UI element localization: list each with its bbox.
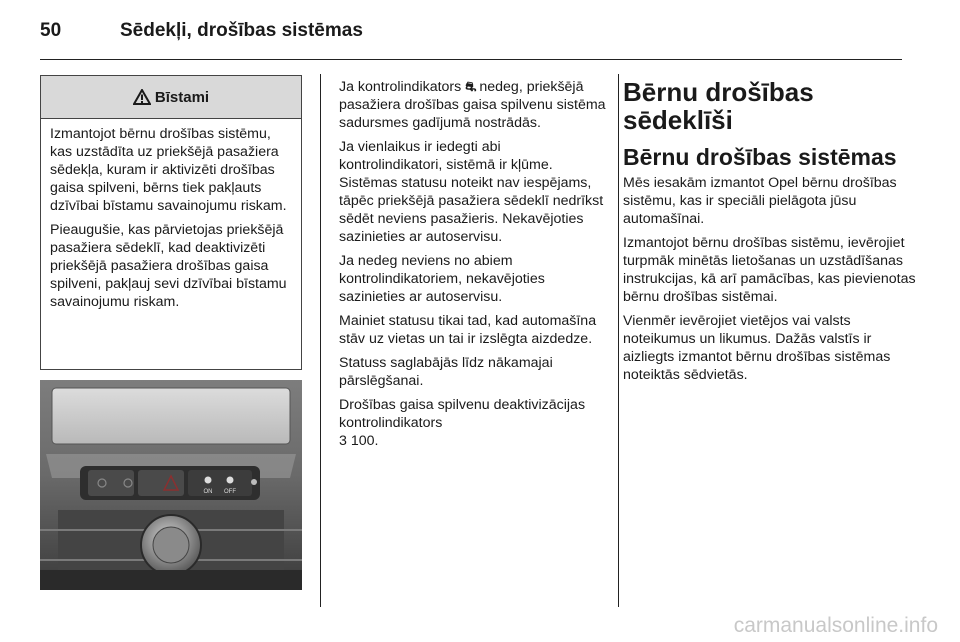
section-heading: Bērnu drošības sēdeklīši — [623, 77, 814, 135]
paragraph: Ja vienlaikus ir iedegti abi kontrolindikatori, sistēmā ir kļūme. Sistēmas statusu noteikt nav iespējams, tāpēc priekšējā pasažiera sēdeklī nedrīkst sēdēt neviens pasažieris. Nekavējoties sazinieties ar autoservisu. — [339, 139, 604, 245]
airbag-off-indicator-icon: ⛐ — [465, 79, 476, 94]
warning-header — [41, 76, 301, 119]
chapter-title: Sēdekļi, drošības sistēmas — [120, 20, 363, 41]
paragraph: Statuss saglabājās līdz nākamajai pārslēgšanai. — [339, 355, 553, 389]
paragraph: Mainiet statusu tikai tad, kad automašīna stāv uz vietas un tai ir izslēgta aizdedze. — [339, 313, 597, 347]
paragraph-text: Drošības gaisa spilvenu deaktivizācijas kontrolindikators — [339, 397, 586, 431]
page-header — [40, 18, 920, 54]
dashboard-switch-photo — [40, 380, 302, 590]
indicator-paragraph — [339, 78, 607, 132]
paragraph-text: nedeg, priekšējā pasažiera drošības gaisa spilvenu sistēma sadursmes gadījumā nostrādās. — [339, 79, 606, 131]
subsection-heading: Bērnu drošības sistēmas — [623, 144, 897, 170]
warning-paragraph: Pieaugušie, kas pārvietojas priekšējā pasažiera sēdeklī, kad deaktivizēti priekšējā pasažiera drošības gaisa spilveni, pakļauj sevi dzīvībai bīstamu savainojumu riskam. — [50, 222, 287, 310]
airbag-off-label: OFF — [224, 489, 236, 495]
paragraph-text: Ja kontrolindikators — [339, 79, 462, 95]
warning-title: Bīstami — [154, 88, 210, 106]
warning-paragraph: Izmantojot bērnu drošības sistēmu, kas uzstādīta uz priekšējā pasažiera sēdekļa, kuram ir aktivizēti drošības gaisa spilveni, bērns tiek pakļauts dzīvībai bīstamu savainojumu riskam. — [50, 126, 287, 214]
column-divider — [618, 74, 619, 607]
watermark: carmanualsonline.info — [733, 614, 938, 637]
warning-body — [41, 119, 301, 311]
airbag-on-label: ON — [203, 489, 213, 495]
paragraph — [339, 396, 607, 450]
danger-warning-box — [40, 75, 302, 370]
header-rule — [40, 59, 902, 60]
paragraph: Izmantojot bērnu drošības sistēmu, ievērojiet turpmāk minētās lietošanas un uzstādīšanas instrukcijas, kā arī pamācības, kas pievienotas bērnu drošības sistēmai. — [623, 235, 916, 305]
warning-triangle-icon — [133, 89, 151, 105]
paragraph: Mēs iesakām izmantot Opel bērnu drošības sistēmu, kas ir speciāli pielāgota jūsu automašīnai. — [623, 175, 897, 227]
column-divider — [320, 74, 321, 607]
paragraph: Vienmēr ievērojiet vietējos vai valsts noteikumus un likumus. Dažās valstīs ir aizliegts izmantot bērnu drošības sistēmas noteiktās sēdvietās. — [623, 313, 891, 383]
page-number: 50 — [40, 20, 62, 41]
page-reference-link[interactable]: 3 100. — [339, 433, 379, 449]
right-column — [623, 78, 923, 390]
paragraph: Ja nedeg neviens no abiem kontrolindikatoriem, nekavējoties sazinieties ar autoservisu. — [339, 253, 545, 305]
middle-column — [339, 78, 607, 456]
